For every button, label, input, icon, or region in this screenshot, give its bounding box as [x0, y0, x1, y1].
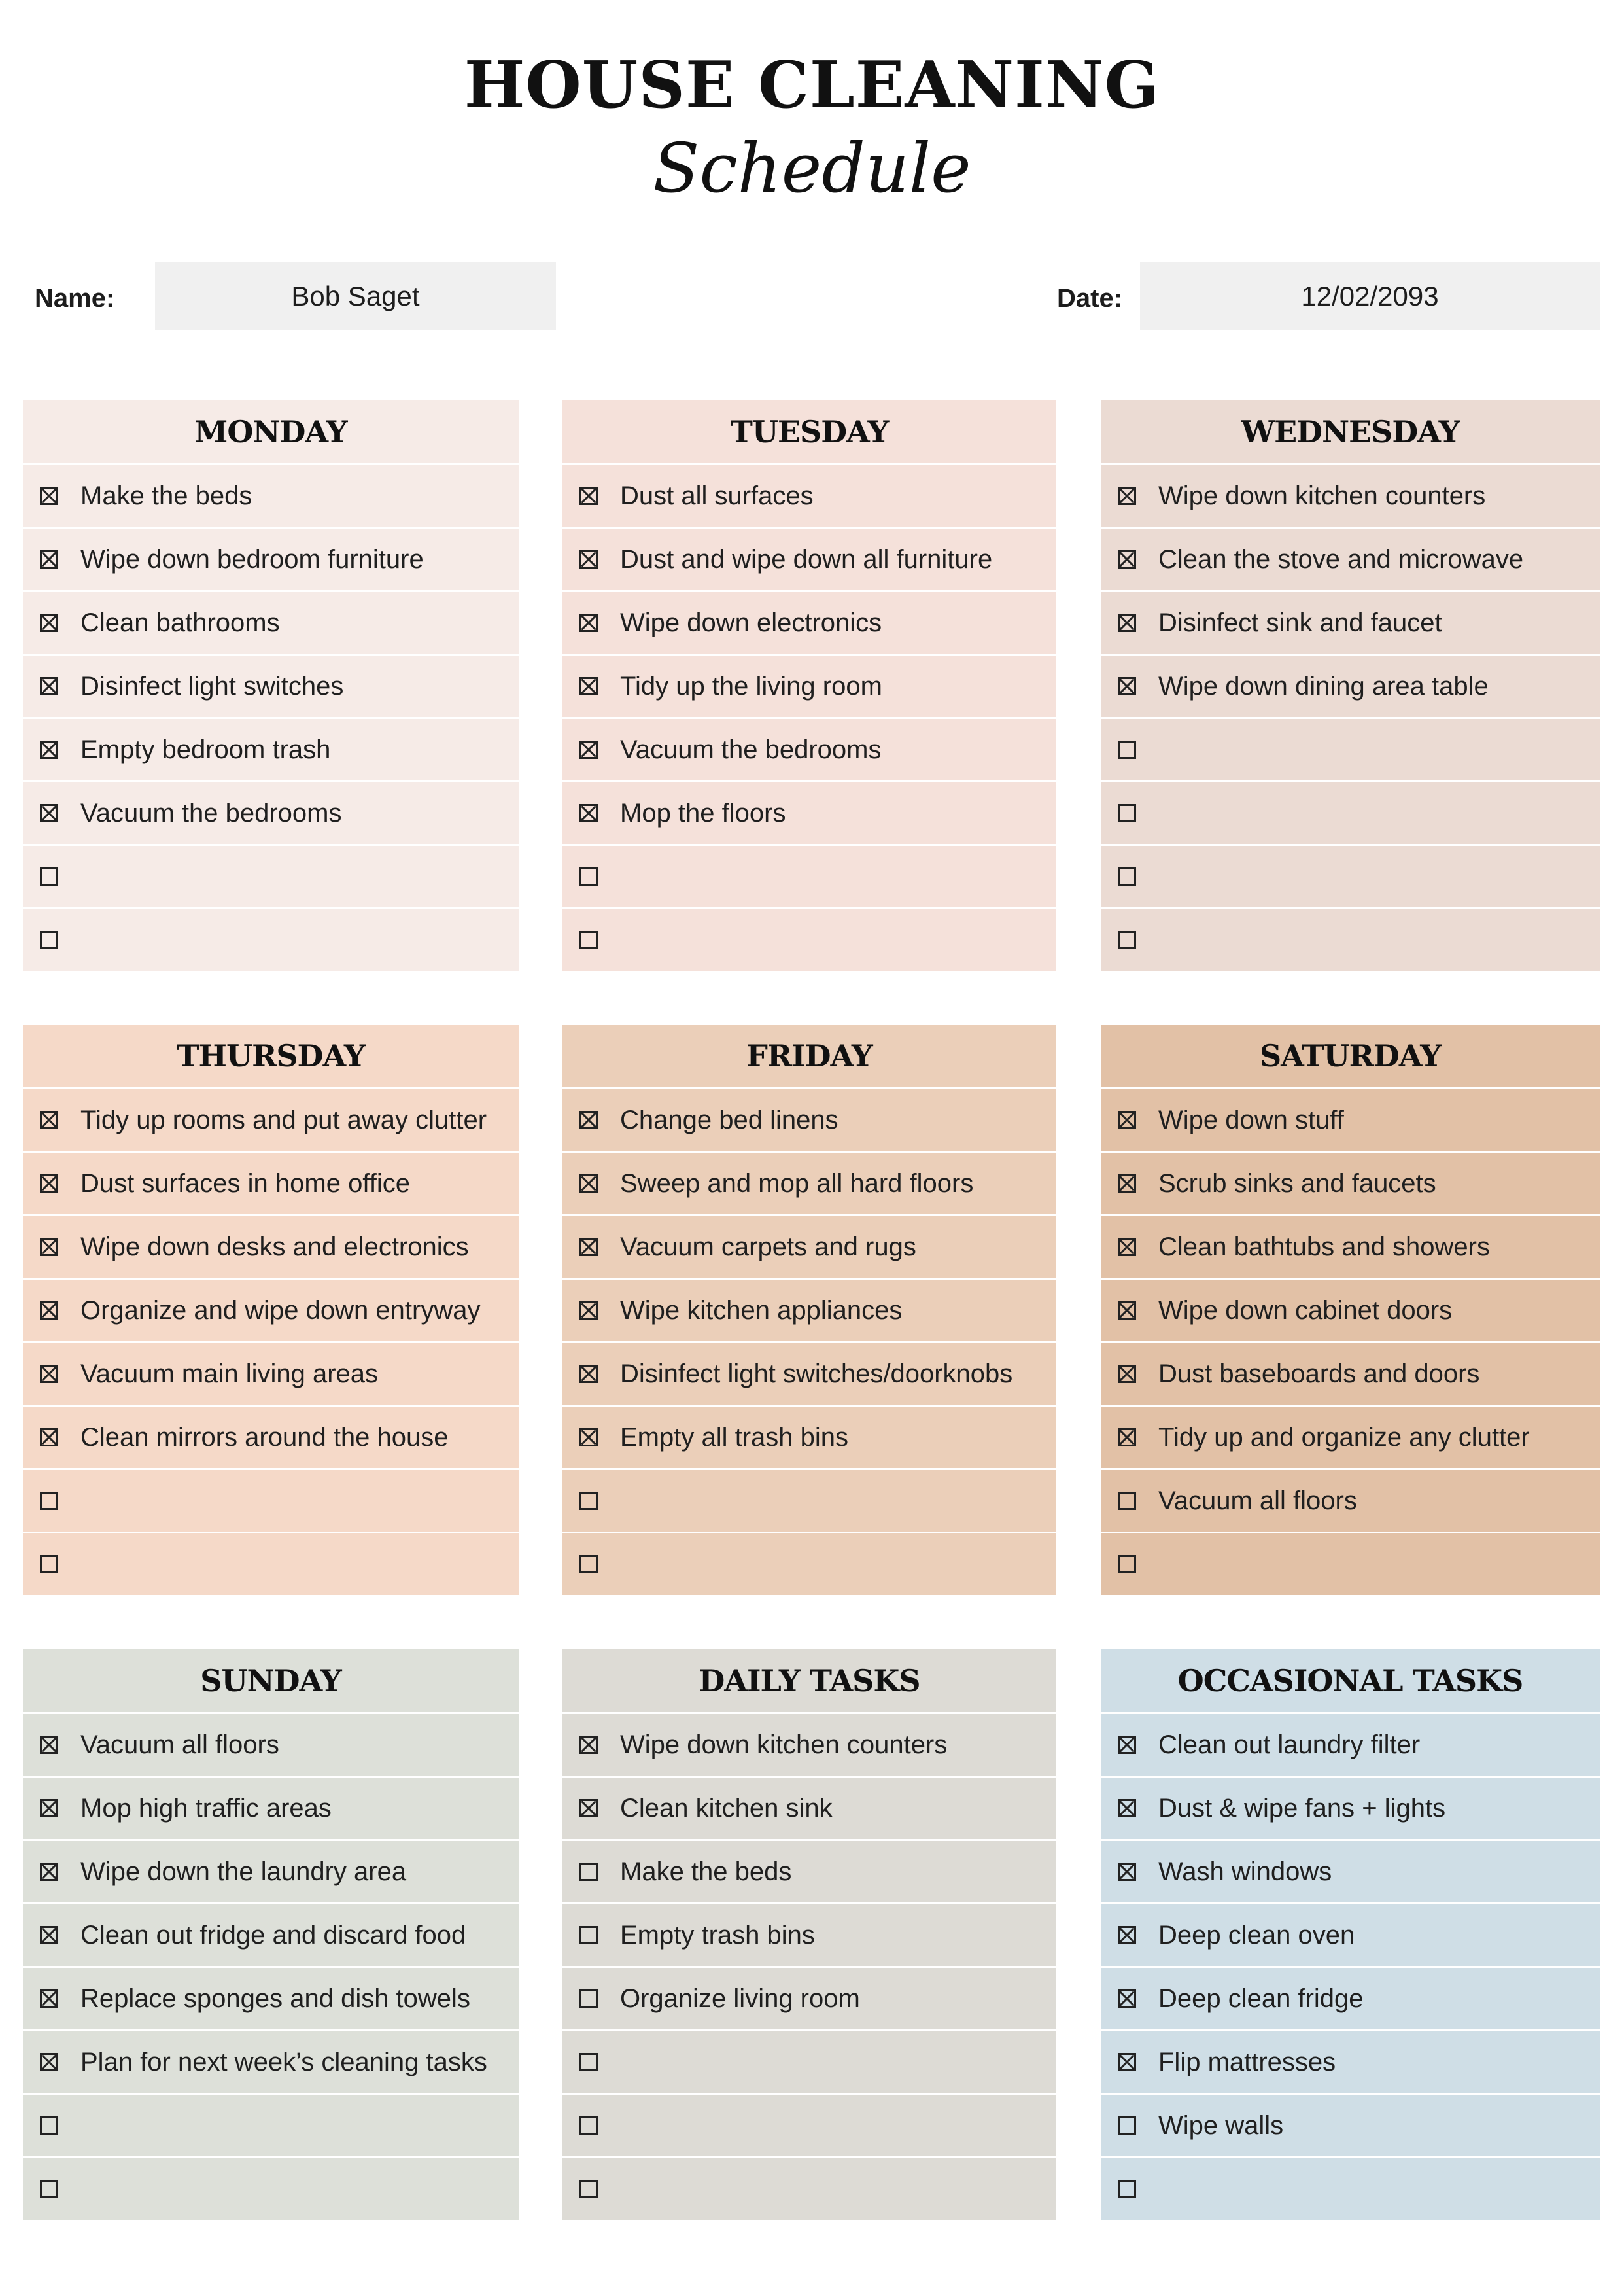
task-label: Dust & wipe fans + lights — [1158, 1793, 1446, 1823]
checkbox-icon[interactable] — [40, 2116, 58, 2135]
task-row — [562, 1904, 1056, 1968]
task-row — [562, 1714, 1056, 1778]
card-daily — [562, 1649, 1056, 2220]
checked-box-icon[interactable] — [1118, 1365, 1136, 1383]
task-row — [562, 1968, 1056, 2031]
task-label: Empty trash bins — [620, 1920, 815, 1950]
card-wednesday — [1101, 400, 1600, 971]
checked-box-icon[interactable] — [1118, 1989, 1136, 2008]
task-label: Tidy up the living room — [620, 671, 882, 701]
task-label: Tidy up rooms and put away clutter — [80, 1105, 487, 1134]
task-row — [1101, 1841, 1600, 1904]
task-label: Change bed linens — [620, 1105, 838, 1134]
task-row — [23, 529, 519, 592]
task-row — [1101, 1968, 1600, 2031]
checkbox-icon[interactable] — [579, 1863, 598, 1881]
checked-box-icon[interactable] — [40, 1174, 58, 1193]
card-title: WEDNESDAY — [1101, 400, 1600, 465]
page-subtitle: Schedule — [653, 128, 971, 208]
checked-box-icon[interactable] — [579, 804, 598, 822]
card-tuesday — [562, 400, 1056, 971]
task-label: Organize living room — [620, 1984, 860, 2013]
task-row — [1101, 1533, 1600, 1595]
checked-box-icon[interactable] — [579, 550, 598, 569]
checked-box-icon[interactable] — [40, 1301, 58, 1320]
task-row — [1101, 782, 1600, 846]
task-label: Make the beds — [80, 481, 252, 510]
card-title: TUESDAY — [562, 400, 1056, 465]
card-friday — [562, 1025, 1056, 1595]
checked-box-icon[interactable] — [579, 1736, 598, 1754]
checked-box-icon[interactable] — [1118, 1799, 1136, 1817]
task-label: Mop high traffic areas — [80, 1793, 332, 1823]
task-row — [23, 1470, 519, 1533]
checked-box-icon[interactable] — [40, 1989, 58, 2008]
task-label: Wipe down electronics — [620, 608, 882, 637]
task-row — [562, 1089, 1056, 1153]
task-label: Wipe down the laundry area — [80, 1857, 407, 1886]
card-title: SUNDAY — [23, 1649, 519, 1714]
checkbox-icon[interactable] — [579, 2053, 598, 2071]
task-label: Wipe walls — [1158, 2111, 1284, 2140]
task-row — [562, 1470, 1056, 1533]
task-row — [1101, 1904, 1600, 1968]
checkbox-icon[interactable] — [40, 1492, 58, 1510]
task-row — [562, 719, 1056, 782]
task-row — [23, 2095, 519, 2158]
task-row — [562, 2031, 1056, 2095]
checked-box-icon[interactable] — [40, 1799, 58, 1817]
checkbox-icon[interactable] — [1118, 1555, 1136, 1573]
checked-box-icon[interactable] — [40, 677, 58, 695]
task-label: Wipe down cabinet doors — [1158, 1295, 1453, 1325]
checkbox-icon[interactable] — [579, 2116, 598, 2135]
checked-box-icon[interactable] — [1118, 1111, 1136, 1129]
task-label: Organize and wipe down entryway — [80, 1295, 481, 1325]
task-label: Wash windows — [1158, 1857, 1332, 1886]
card-saturday — [1101, 1025, 1600, 1595]
checkbox-icon[interactable] — [579, 1492, 598, 1510]
task-row — [562, 656, 1056, 719]
checked-box-icon[interactable] — [1118, 1301, 1136, 1320]
task-row — [1101, 656, 1600, 719]
checked-box-icon[interactable] — [1118, 1238, 1136, 1256]
checked-box-icon[interactable] — [40, 1428, 58, 1446]
task-row — [1101, 1407, 1600, 1470]
task-row — [1101, 1778, 1600, 1841]
checked-box-icon[interactable] — [1118, 1863, 1136, 1881]
task-row — [1101, 2095, 1600, 2158]
task-row — [1101, 1714, 1600, 1778]
checked-box-icon[interactable] — [40, 741, 58, 759]
card-monday — [23, 400, 519, 971]
task-row — [23, 846, 519, 909]
task-label: Flip mattresses — [1158, 2047, 1336, 2076]
task-label: Disinfect light switches — [80, 671, 344, 701]
task-row — [1101, 2158, 1600, 2220]
task-row — [562, 1533, 1056, 1595]
task-label: Dust baseboards and doors — [1158, 1359, 1480, 1388]
card-title: MONDAY — [23, 400, 519, 465]
task-label: Clean the stove and microwave — [1158, 544, 1524, 574]
task-row — [1101, 1153, 1600, 1216]
checkbox-icon[interactable] — [1118, 931, 1136, 949]
task-label: Plan for next week’s cleaning tasks — [80, 2047, 487, 2076]
checked-box-icon[interactable] — [40, 1238, 58, 1256]
checked-box-icon[interactable] — [1118, 1926, 1136, 1944]
task-row — [562, 1216, 1056, 1280]
task-label: Clean bathrooms — [80, 608, 280, 637]
task-row — [23, 1841, 519, 1904]
name-label: Name: — [35, 284, 115, 313]
task-label: Deep clean fridge — [1158, 1984, 1364, 2013]
task-label: Dust and wipe down all furniture — [620, 544, 993, 574]
checkbox-icon[interactable] — [1118, 2180, 1136, 2198]
checked-box-icon[interactable] — [1118, 487, 1136, 505]
task-label: Clean bathtubs and showers — [1158, 1232, 1490, 1261]
checkbox-icon[interactable] — [579, 1989, 598, 2008]
card-title: FRIDAY — [562, 1025, 1056, 1089]
task-row — [23, 1089, 519, 1153]
task-row — [562, 1153, 1056, 1216]
checked-box-icon[interactable] — [579, 614, 598, 632]
task-row — [1101, 1216, 1600, 1280]
checked-box-icon[interactable] — [579, 1365, 598, 1383]
checked-box-icon[interactable] — [1118, 1736, 1136, 1754]
task-row — [23, 2031, 519, 2095]
task-label: Vacuum the bedrooms — [80, 798, 342, 828]
task-row — [1101, 2031, 1600, 2095]
checked-box-icon[interactable] — [40, 804, 58, 822]
task-row — [562, 846, 1056, 909]
task-label: Scrub sinks and faucets — [1158, 1168, 1436, 1198]
checkbox-icon[interactable] — [1118, 804, 1136, 822]
checked-box-icon[interactable] — [1118, 1428, 1136, 1446]
checkbox-icon[interactable] — [579, 2180, 598, 2198]
task-row — [23, 1968, 519, 2031]
task-label: Dust surfaces in home office — [80, 1168, 410, 1198]
task-row — [23, 1407, 519, 1470]
task-row — [562, 1778, 1056, 1841]
task-row — [23, 1904, 519, 1968]
task-label: Vacuum the bedrooms — [620, 735, 882, 764]
task-row — [562, 909, 1056, 971]
task-row — [562, 782, 1056, 846]
task-label: Wipe down stuff — [1158, 1105, 1344, 1134]
task-row — [562, 1407, 1056, 1470]
task-label: Wipe down dining area table — [1158, 671, 1489, 701]
task-row — [23, 719, 519, 782]
checked-box-icon[interactable] — [1118, 677, 1136, 695]
checkbox-icon[interactable] — [40, 931, 58, 949]
task-row — [1101, 465, 1600, 529]
checked-box-icon[interactable] — [40, 1365, 58, 1383]
name-field[interactable]: Bob Saget — [155, 262, 556, 330]
task-label: Make the beds — [620, 1857, 792, 1886]
card-sunday — [23, 1649, 519, 2220]
task-row — [23, 1533, 519, 1595]
checked-box-icon[interactable] — [40, 2053, 58, 2071]
checkbox-icon[interactable] — [579, 931, 598, 949]
task-row — [23, 1343, 519, 1407]
task-label: Vacuum all floors — [80, 1730, 279, 1759]
task-label: Vacuum main living areas — [80, 1359, 379, 1388]
card-title: OCCASIONAL TASKS — [1101, 1649, 1600, 1714]
task-label: Clean mirrors around the house — [80, 1422, 449, 1452]
checkbox-icon[interactable] — [579, 1926, 598, 1944]
task-row — [1101, 1470, 1600, 1533]
task-row — [23, 592, 519, 656]
card-title: THURSDAY — [23, 1025, 519, 1089]
checkbox-icon[interactable] — [579, 867, 598, 886]
task-row — [1101, 1280, 1600, 1343]
checkbox-icon[interactable] — [1118, 867, 1136, 886]
task-label: Wipe kitchen appliances — [620, 1295, 903, 1325]
checked-box-icon[interactable] — [40, 614, 58, 632]
task-label: Clean kitchen sink — [620, 1793, 833, 1823]
checked-box-icon[interactable] — [40, 487, 58, 505]
task-row — [1101, 909, 1600, 971]
task-row — [23, 465, 519, 529]
checked-box-icon[interactable] — [579, 1301, 598, 1320]
task-row — [562, 1841, 1056, 1904]
task-row — [562, 1280, 1056, 1343]
task-row — [23, 1153, 519, 1216]
task-label: Clean out fridge and discard food — [80, 1920, 466, 1950]
task-label: Tidy up and organize any clutter — [1158, 1422, 1530, 1452]
task-label: Empty all trash bins — [620, 1422, 849, 1452]
task-label: Dust all surfaces — [620, 481, 814, 510]
checked-box-icon[interactable] — [1118, 614, 1136, 632]
task-row — [1101, 1343, 1600, 1407]
checked-box-icon[interactable] — [579, 741, 598, 759]
date-field[interactable]: 12/02/2093 — [1140, 262, 1600, 330]
card-title: SATURDAY — [1101, 1025, 1600, 1089]
task-row — [23, 1714, 519, 1778]
checked-box-icon[interactable] — [579, 1174, 598, 1193]
card-thursday — [23, 1025, 519, 1595]
task-row — [23, 1778, 519, 1841]
task-row — [1101, 592, 1600, 656]
checked-box-icon[interactable] — [579, 1799, 598, 1817]
task-row — [562, 529, 1056, 592]
checked-box-icon[interactable] — [1118, 2053, 1136, 2071]
checked-box-icon[interactable] — [1118, 1174, 1136, 1193]
task-row — [562, 465, 1056, 529]
task-row — [23, 909, 519, 971]
task-row — [23, 782, 519, 846]
checked-box-icon[interactable] — [579, 1111, 598, 1129]
card-title: DAILY TASKS — [562, 1649, 1056, 1714]
checked-box-icon[interactable] — [579, 677, 598, 695]
task-row — [562, 2095, 1056, 2158]
date-label: Date: — [1057, 284, 1123, 313]
task-row — [1101, 846, 1600, 909]
task-row — [1101, 529, 1600, 592]
task-row — [1101, 719, 1600, 782]
task-label: Disinfect sink and faucet — [1158, 608, 1442, 637]
page-title: HOUSE CLEANING — [464, 48, 1160, 123]
checked-box-icon[interactable] — [579, 1238, 598, 1256]
checkbox-icon[interactable] — [40, 1555, 58, 1573]
task-label: Wipe down kitchen counters — [620, 1730, 948, 1759]
task-label: Wipe down bedroom furniture — [80, 544, 424, 574]
task-row — [562, 2158, 1056, 2220]
checked-box-icon[interactable] — [40, 1736, 58, 1754]
checked-box-icon[interactable] — [40, 1863, 58, 1881]
checkbox-icon[interactable] — [40, 867, 58, 886]
task-row — [1101, 1089, 1600, 1153]
checkbox-icon[interactable] — [40, 2180, 58, 2198]
task-label: Sweep and mop all hard floors — [620, 1168, 974, 1198]
task-row — [23, 656, 519, 719]
checked-box-icon[interactable] — [579, 1428, 598, 1446]
checked-box-icon[interactable] — [40, 550, 58, 569]
task-label: Clean out laundry filter — [1158, 1730, 1421, 1759]
task-label: Vacuum carpets and rugs — [620, 1232, 916, 1261]
task-label: Wipe down kitchen counters — [1158, 481, 1486, 510]
card-occasional — [1101, 1649, 1600, 2220]
checkbox-icon[interactable] — [1118, 741, 1136, 759]
checked-box-icon[interactable] — [1118, 550, 1136, 569]
checked-box-icon[interactable] — [579, 487, 598, 505]
checked-box-icon[interactable] — [40, 1111, 58, 1129]
task-row — [23, 1216, 519, 1280]
task-row — [562, 592, 1056, 656]
task-row — [562, 1343, 1056, 1407]
task-label: Disinfect light switches/doorknobs — [620, 1359, 1013, 1388]
checked-box-icon[interactable] — [40, 1926, 58, 1944]
task-row — [23, 2158, 519, 2220]
checkbox-icon[interactable] — [1118, 1492, 1136, 1510]
task-label: Deep clean oven — [1158, 1920, 1355, 1950]
checkbox-icon[interactable] — [579, 1555, 598, 1573]
task-label: Replace sponges and dish towels — [80, 1984, 470, 2013]
task-label: Mop the floors — [620, 798, 786, 828]
task-label: Wipe down desks and electronics — [80, 1232, 469, 1261]
task-row — [23, 1280, 519, 1343]
task-label: Vacuum all floors — [1158, 1486, 1357, 1515]
task-label: Empty bedroom trash — [80, 735, 331, 764]
checkbox-icon[interactable] — [1118, 2116, 1136, 2135]
